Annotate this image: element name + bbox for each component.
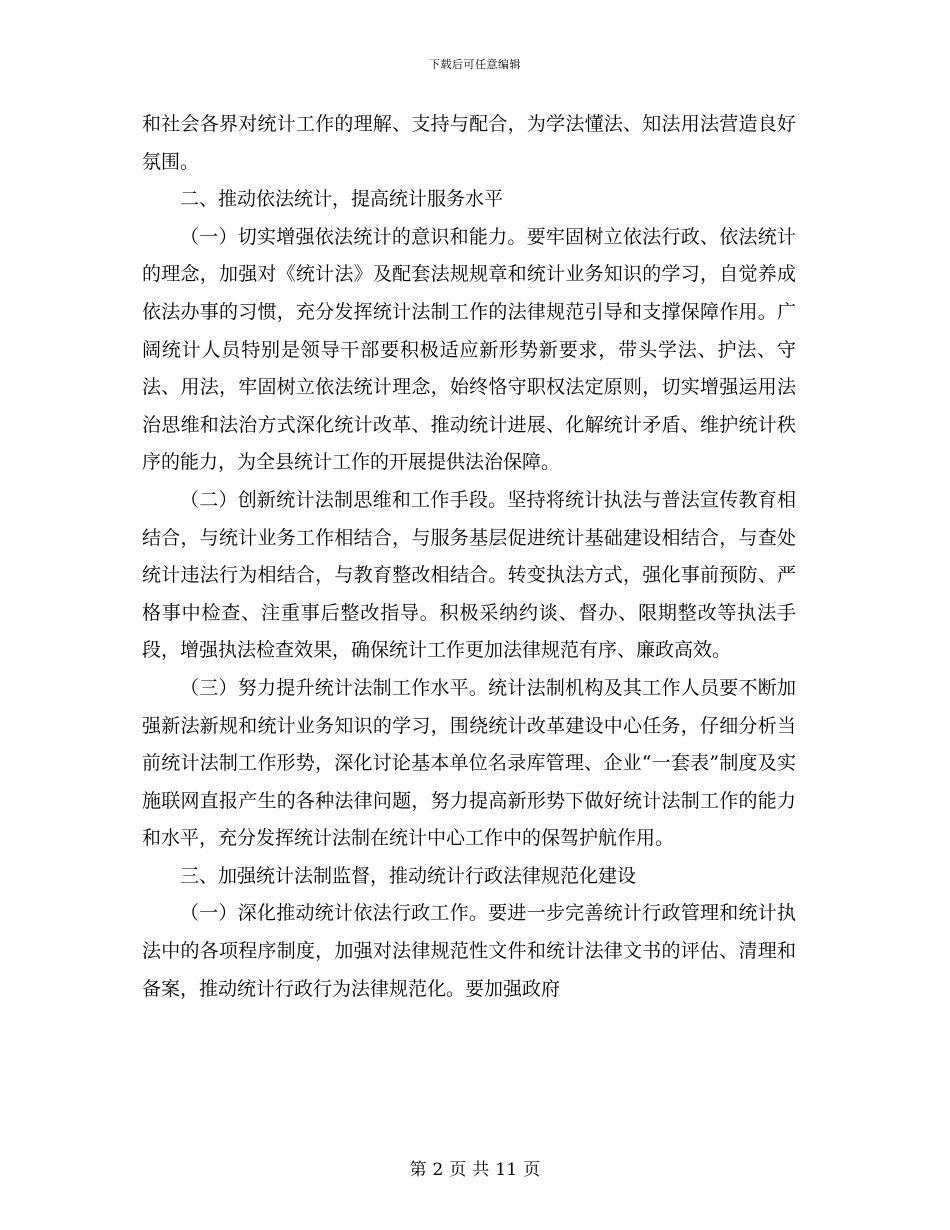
document-body bbox=[142, 106, 796, 1008]
paragraph-continuation: 和社会各界对统计工作的理解、支持与配合，为学法懂法、知法用法营造良好氛围。 bbox=[142, 113, 796, 173]
paragraph-3-1: （一）深化推动统计依法行政工作。要进一步完善统计行政管理和统计执法中的各项程序制度，加强对法律规范性文件和统计法律文书的评估、清理和备案，推动统计行政行为法律规范化。要加强政府 bbox=[142, 902, 796, 1000]
paragraph-2-2: （二）创新统计法制思维和工作手段。坚持将统计执法与普法宣传教育相结合，与统计业务工作相结合，与服务基层促进统计基础建设相结合，与查处统计违法行为相结合，与教育整改相结合。转变执法方式，强化事前预防、严格事中检查、注重事后整改指导。积极采纳约谈、督办、限期整改等执法手段，增强执法检查效果，确保统计工作更加法律规范有序、廉政高效。 bbox=[142, 488, 796, 662]
paragraph-2-1: （一）切实增强依法统计的意识和能力。要牢固树立依法行政、依法统计的理念，加强对《统计法》及配套法规规章和统计业务知识的学习，自觉养成依法办事的习惯，充分发挥统计法制工作的法律规范引导和支撑保障作用。广阔统计人员特别是领导干部要积极适应新形势新要求，带头学法、护法、守法、用法，牢固树立依法统计理念，始终恪守职权法定原则，切实增强运用法治思维和法治方式深化统计改革、推动统计进展、化解统计矛盾、维护统计秩序的能力，为全县统计工作的开展提供法治保障。 bbox=[142, 225, 796, 474]
page-header: 下载后可任意编辑 bbox=[429, 58, 521, 71]
section-heading-2: 二、推动依法统计，提高统计服务水平 bbox=[180, 188, 504, 211]
paragraph-2-3: （三）努力提升统计法制工作水平。统计法制机构及其工作人员要不断加强新法新规和统计业务知识的学习，围绕统计改革建设中心任务，仔细分析当前统计法制工作形势，深化讨论基本单位名录库管理、企业“一套表”制度及实施联网直报产生的各种法律问题，努力提高新形势下做好统计法制工作的能力和水平，充分发挥统计法制在统计中心工作中的保驾护航作用。 bbox=[142, 676, 796, 850]
page-number-footer: 第 2 页 共 11 页 bbox=[409, 1160, 541, 1180]
section-heading-3: 三、加强统计法制监督，推动统计行政法律规范化建设 bbox=[180, 864, 637, 887]
